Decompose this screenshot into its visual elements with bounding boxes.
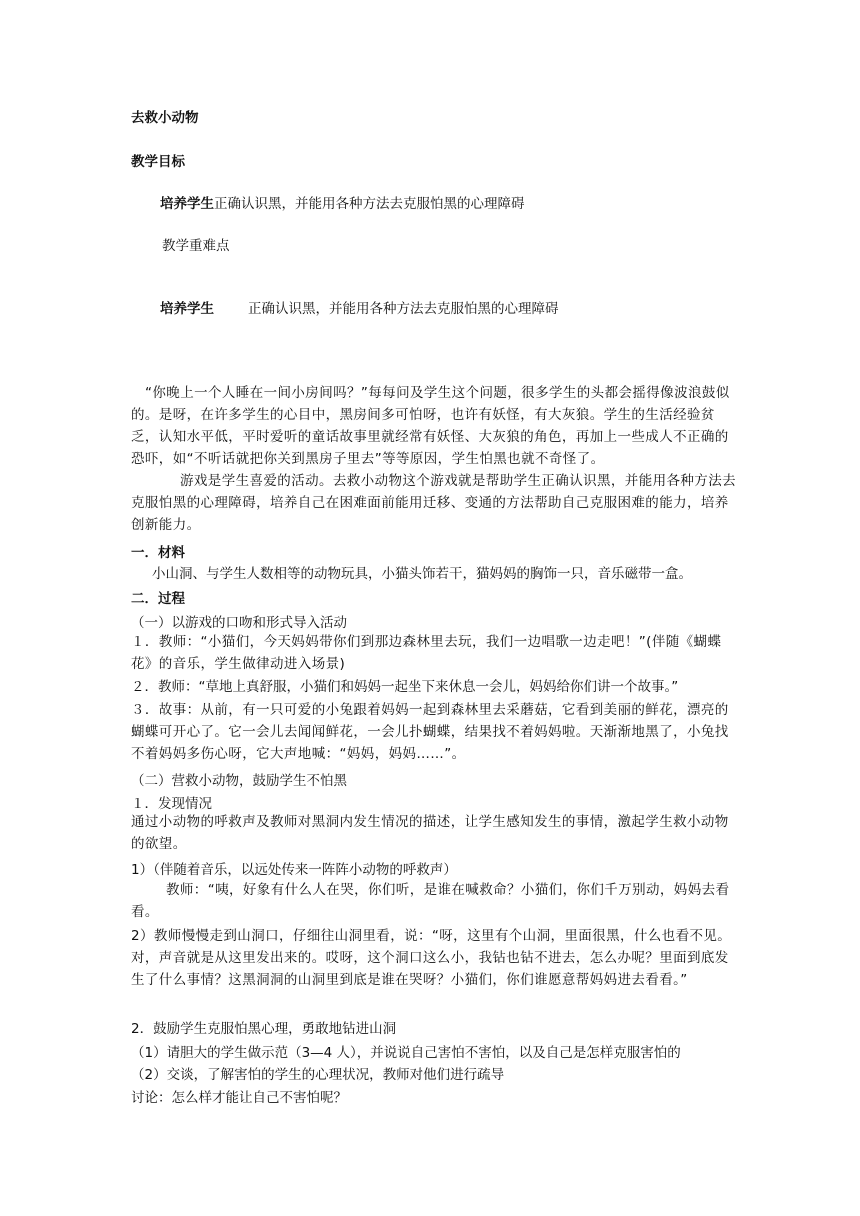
discussion: 讨论：怎么样才能让自己不害怕呢？ (131, 1090, 347, 1106)
sub-2-item-2: （2）交谈，了解害怕的学生的心理状况，教师对他们进行疏导 (131, 1067, 505, 1083)
intro-paragraph-1: “你晚上一个人睡在一间小房间吗？”每每问及学生这个问题，很多学生的头都会摇得像波浪鼓似的。是呀，在许多学生的心目中，黑房间多可怕呀，也许有妖怪，有大灰狼。学生的生活经验贫乏，认知水平低，平时爱听的童话故事里就经常有妖怪、大灰狼的角色，再加上一些成人不正确的恐吓，如“不听话就把你关到黑房子里去”等等原因，学生怕黑也就不奇怪了。 (131, 385, 730, 467)
objective-2-text: 正确认识黑，并能用各种方法去克服怕黑的心理障碍 (248, 301, 559, 317)
part-2-heading: （二）营救小动物，鼓励学生不怕黑 (131, 773, 347, 789)
document-title: 去救小动物 (131, 110, 199, 126)
sub-2-item-1: （1）请胆大的学生做示范（3—4 人），并说说自己害怕不害怕，以及自己是怎样克服害怕的 (131, 1045, 681, 1061)
sub-2-heading: 2．鼓励学生克服怕黑心理，勇敢地钻进山洞 (131, 1021, 397, 1037)
step-2: ２．教师：“草地上真舒服，小猫们和妈妈一起坐下来休息一会儿，妈妈给你们讲一个故事。” (131, 679, 679, 695)
key-points-heading: 教学重难点 (162, 238, 230, 254)
step-3: ３．故事：从前，有一只可爱的小兔跟着妈妈一起到森林里去采蘑菇，它看到美丽的鲜花，漂亮的蝴蝶可开心了。它一会儿去闻闻鲜花，一会儿扑蝴蝶，结果找不着妈妈啦。天渐渐地黑了，小兔找不着妈妈多伤心呀，它大声地喊：“妈妈，妈妈……”。 (131, 702, 729, 762)
objective-line-1 (160, 192, 525, 212)
sub-1-heading: １．发现情况 (131, 796, 212, 812)
item-1-teacher: 教师：“咦，好象有什么人在哭，你们听，是谁在喊救命？小猫们，你们千万别动，妈妈去看看。 (131, 882, 730, 920)
process-heading: 二．过程 (131, 591, 185, 607)
materials-text: 小山洞、与学生人数相等的动物玩具，小猫头饰若干，猫妈妈的胸饰一只，音乐磁带一盒。 (152, 566, 692, 582)
materials-heading: 一．材料 (131, 545, 185, 561)
sub-1-text: 通过小动物的呼救声及教师对黑洞内发生情况的描述，让学生感知发生的事情，激起学生救小动物的欲望。 (131, 814, 729, 852)
objective-line-2 (160, 297, 559, 317)
step-1: １．教师：“小猫们，今天妈妈带你们到那边森林里去玩，我们一边唱歌一边走吧！”(伴随《蝴蝶花》的音乐，学生做律动进入场景) (131, 634, 722, 672)
objective-1-bold: 培养学生 (160, 196, 214, 212)
item-1: 1）（伴随着音乐，以远处传来一阵阵小动物的呼救声） (131, 862, 457, 878)
item-2: 2）教师慢慢走到山洞口，仔细往山洞里看，说：“呀，这里有个山洞，里面很黑，什么也看不见。对，声音就是从这里发出来的。哎呀，这个洞口这么小，我钻也钻不进去，怎么办呢？里面到底发生了什么事情？这黑洞洞的山洞里到底是谁在哭呀？小猫们，你们谁愿意帮妈妈进去看看。” (131, 928, 732, 988)
part-1-heading: （一）以游戏的口吻和形式导入活动 (131, 615, 347, 631)
objective-1-text: 正确认识黑，并能用各种方法去克服怕黑的心理障碍 (214, 196, 525, 212)
objectives-heading: 教学目标 (131, 154, 185, 170)
objective-2-bold: 培养学生 (160, 301, 214, 317)
intro-paragraph-2: 游戏是学生喜爱的活动。去救小动物这个游戏就是帮助学生正确认识黑，并能用各种方法去克服怕黑的心理障碍，培养自己在困难面前能用迁移、变通的方法帮助自己克服困难的能力，培养创新能力。 (131, 473, 736, 533)
